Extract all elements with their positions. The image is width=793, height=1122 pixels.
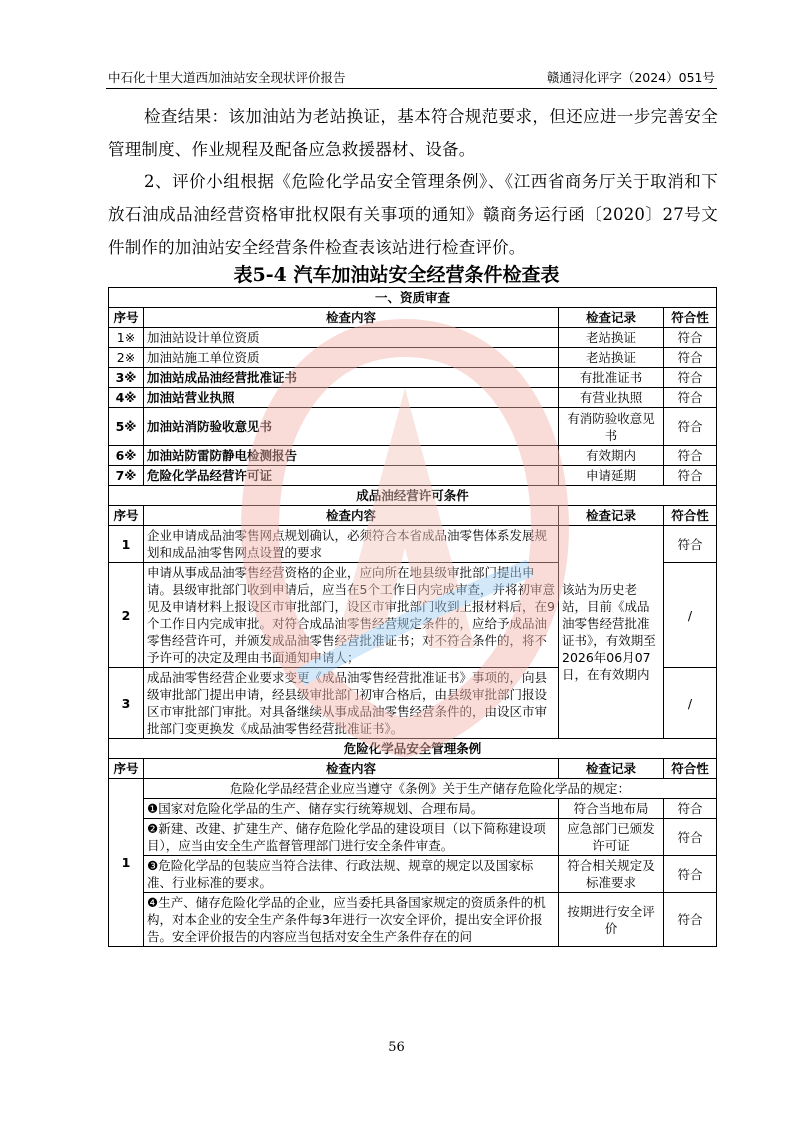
row-result: 符合 [664,446,717,466]
table-row [109,466,717,486]
row-no: 2※ [109,348,144,368]
row-no: 1 [109,526,144,563]
header-right: 赣通浔化评字（2024）051号 [546,70,715,85]
page-header [108,66,715,86]
section-title: 一、资质审查 [109,288,717,308]
row-result: 符合 [664,856,717,893]
row-no: 6※ [109,446,144,466]
section-title: 成品油经营许可条件 [109,486,717,506]
table-row [109,388,717,408]
row-content: 危险化学品经营许可证 [144,466,559,486]
row-no: 1※ [109,328,144,348]
table-caption: 表5-4 汽车加油站安全经营条件检查表 [233,264,560,286]
row-record: 有消防验收意见书 [559,408,664,446]
row-result: 符合 [664,819,717,856]
table-row [109,893,717,947]
row-record: 有营业执照 [559,388,664,408]
col-content: 检查内容 [144,506,559,526]
row-record: 老站换证 [559,328,664,348]
row-content: 成品油零售经营企业要求变更《成品油零售经营批准证书》事项的，向县级审批部门提出申请，经县级审批部门初审合格后，由县级审批部门报设区市审批部门审批。对具备继续从事成品油零售经营条件的，由设区市审批部门变更换发《成品油零售经营批准证书》。 [144,668,559,739]
table-row [109,526,717,563]
row-record: 有批准证书 [559,368,664,388]
row-no: 3※ [109,368,144,388]
row-result: 符合 [664,466,717,486]
col-record: 检查记录 [559,759,664,779]
table-row [109,408,717,446]
row-record: 应急部门已颁发许可证 [559,819,664,856]
row-record-merged: 该站为历史老站，目前《成品油零售经营批准证书》，有效期至2026年06月07日，在有效期内 [559,526,664,739]
row-record: 申请延期 [559,466,664,486]
col-no: 序号 [109,308,144,328]
col-result: 符合性 [664,506,717,526]
table-row [109,348,717,368]
row-content: 加油站消防验收意见书 [144,408,559,446]
header-left: 中石化十里大道西加油站安全现状评价报告 [108,70,346,85]
table-row [109,799,717,819]
row-result: 符合 [664,893,717,947]
row-result: 符合 [664,368,717,388]
row-content: ❶国家对危险化学品的生产、储存实行统筹规划、合理布局。 [144,799,559,819]
row-content: ❷新建、改建、扩建生产、储存危险化学品的建设项目（以下简称建设项目），应当由安全生产监督管理部门进行安全条件审查。 [144,819,559,856]
row-record: 有效期内 [559,446,664,466]
paragraph-evaluation: 2、评价小组根据《危险化学品安全管理条例》、《江西省商务厅关于取消和下放石油成品油经营资格审批权限有关事项的通知》赣商务运行函〔2020〕27号文件制作的加油站安全经营条件检查表该站进行检查评价。 [108,172,718,257]
section-title: 危险化学品安全管理条例 [109,739,717,759]
col-result: 符合性 [664,308,717,328]
header-divider [106,88,717,89]
row-no: 7※ [109,466,144,486]
row-content: ❸危险化学品的包装应当符合法律、行政法规、规章的规定以及国家标准、行业标准的要求。 [144,856,559,893]
row-content: 加油站营业执照 [144,388,559,408]
row-record: 老站换证 [559,348,664,368]
row-result: / [664,668,717,739]
col-content: 检查内容 [144,308,559,328]
paragraph-check-result: 检查结果：该加油站为老站换证，基本符合规范要求，但还应进一步完善安全管理制度、作业规程及配备应急救援器材、设备。 [108,107,718,159]
col-no: 序号 [109,506,144,526]
row-no: 1 [109,779,144,947]
row-no: 2 [109,563,144,668]
row-record: 按期进行安全评价 [559,893,664,947]
section-intro: 危险化学品经营企业应当遵守《条例》关于生产储存危险化学品的规定： [144,779,717,799]
row-result: 符合 [664,348,717,368]
row-record: 符合当地布局 [559,799,664,819]
row-result: 符合 [664,408,717,446]
col-no: 序号 [109,759,144,779]
row-result: / [664,563,717,668]
row-result: 符合 [664,526,717,563]
row-content: 加油站防雷防静电检测报告 [144,446,559,466]
col-result: 符合性 [664,759,717,779]
table-row [109,368,717,388]
table-row [109,328,717,348]
table-row [109,446,717,466]
row-content: 企业申请成品油零售网点规划确认，必须符合本省成品油零售体系发展规划和成品油零售网点设置的要求 [144,526,559,563]
col-record: 检查记录 [559,308,664,328]
row-no: 5※ [109,408,144,446]
row-no: 3 [109,668,144,739]
row-content: 加油站施工单位资质 [144,348,559,368]
row-record: 符合相关规定及标准要求 [559,856,664,893]
row-result: 符合 [664,799,717,819]
col-record: 检查记录 [559,506,664,526]
row-result: 符合 [664,328,717,348]
page-number: 56 [388,1040,405,1055]
row-content: 申请从事成品油零售经营资格的企业，应向所在地县级审批部门提出申请。县级审批部门收到申请后，应当在5个工作日内完成审查，并将初审意见及申请材料上报设区市审批部门，设区市审批部门收到上报材料后，在9个工作日内完成审批。对符合成品油零售经营规定条件的，应给予成品油零售经营许可，并颁发成品油零售经营批准证书；对不符合条件的，将不予许可的决定及理由书面通知申请人； [144,563,559,668]
table-row [109,856,717,893]
row-content: 加油站成品油经营批准证书 [144,368,559,388]
table-row [109,819,717,856]
row-content: ❹生产、储存危险化学品的企业，应当委托具备国家规定的资质条件的机构，对本企业的安全生产条件每3年进行一次安全评价，提出安全评价报告。安全评价报告的内容应当包括对安全生产条件存在的问 [144,893,559,947]
inspection-table [108,287,717,947]
col-content: 检查内容 [144,759,559,779]
row-content: 加油站设计单位资质 [144,328,559,348]
row-no: 4※ [109,388,144,408]
table-row [109,779,717,799]
row-result: 符合 [664,388,717,408]
